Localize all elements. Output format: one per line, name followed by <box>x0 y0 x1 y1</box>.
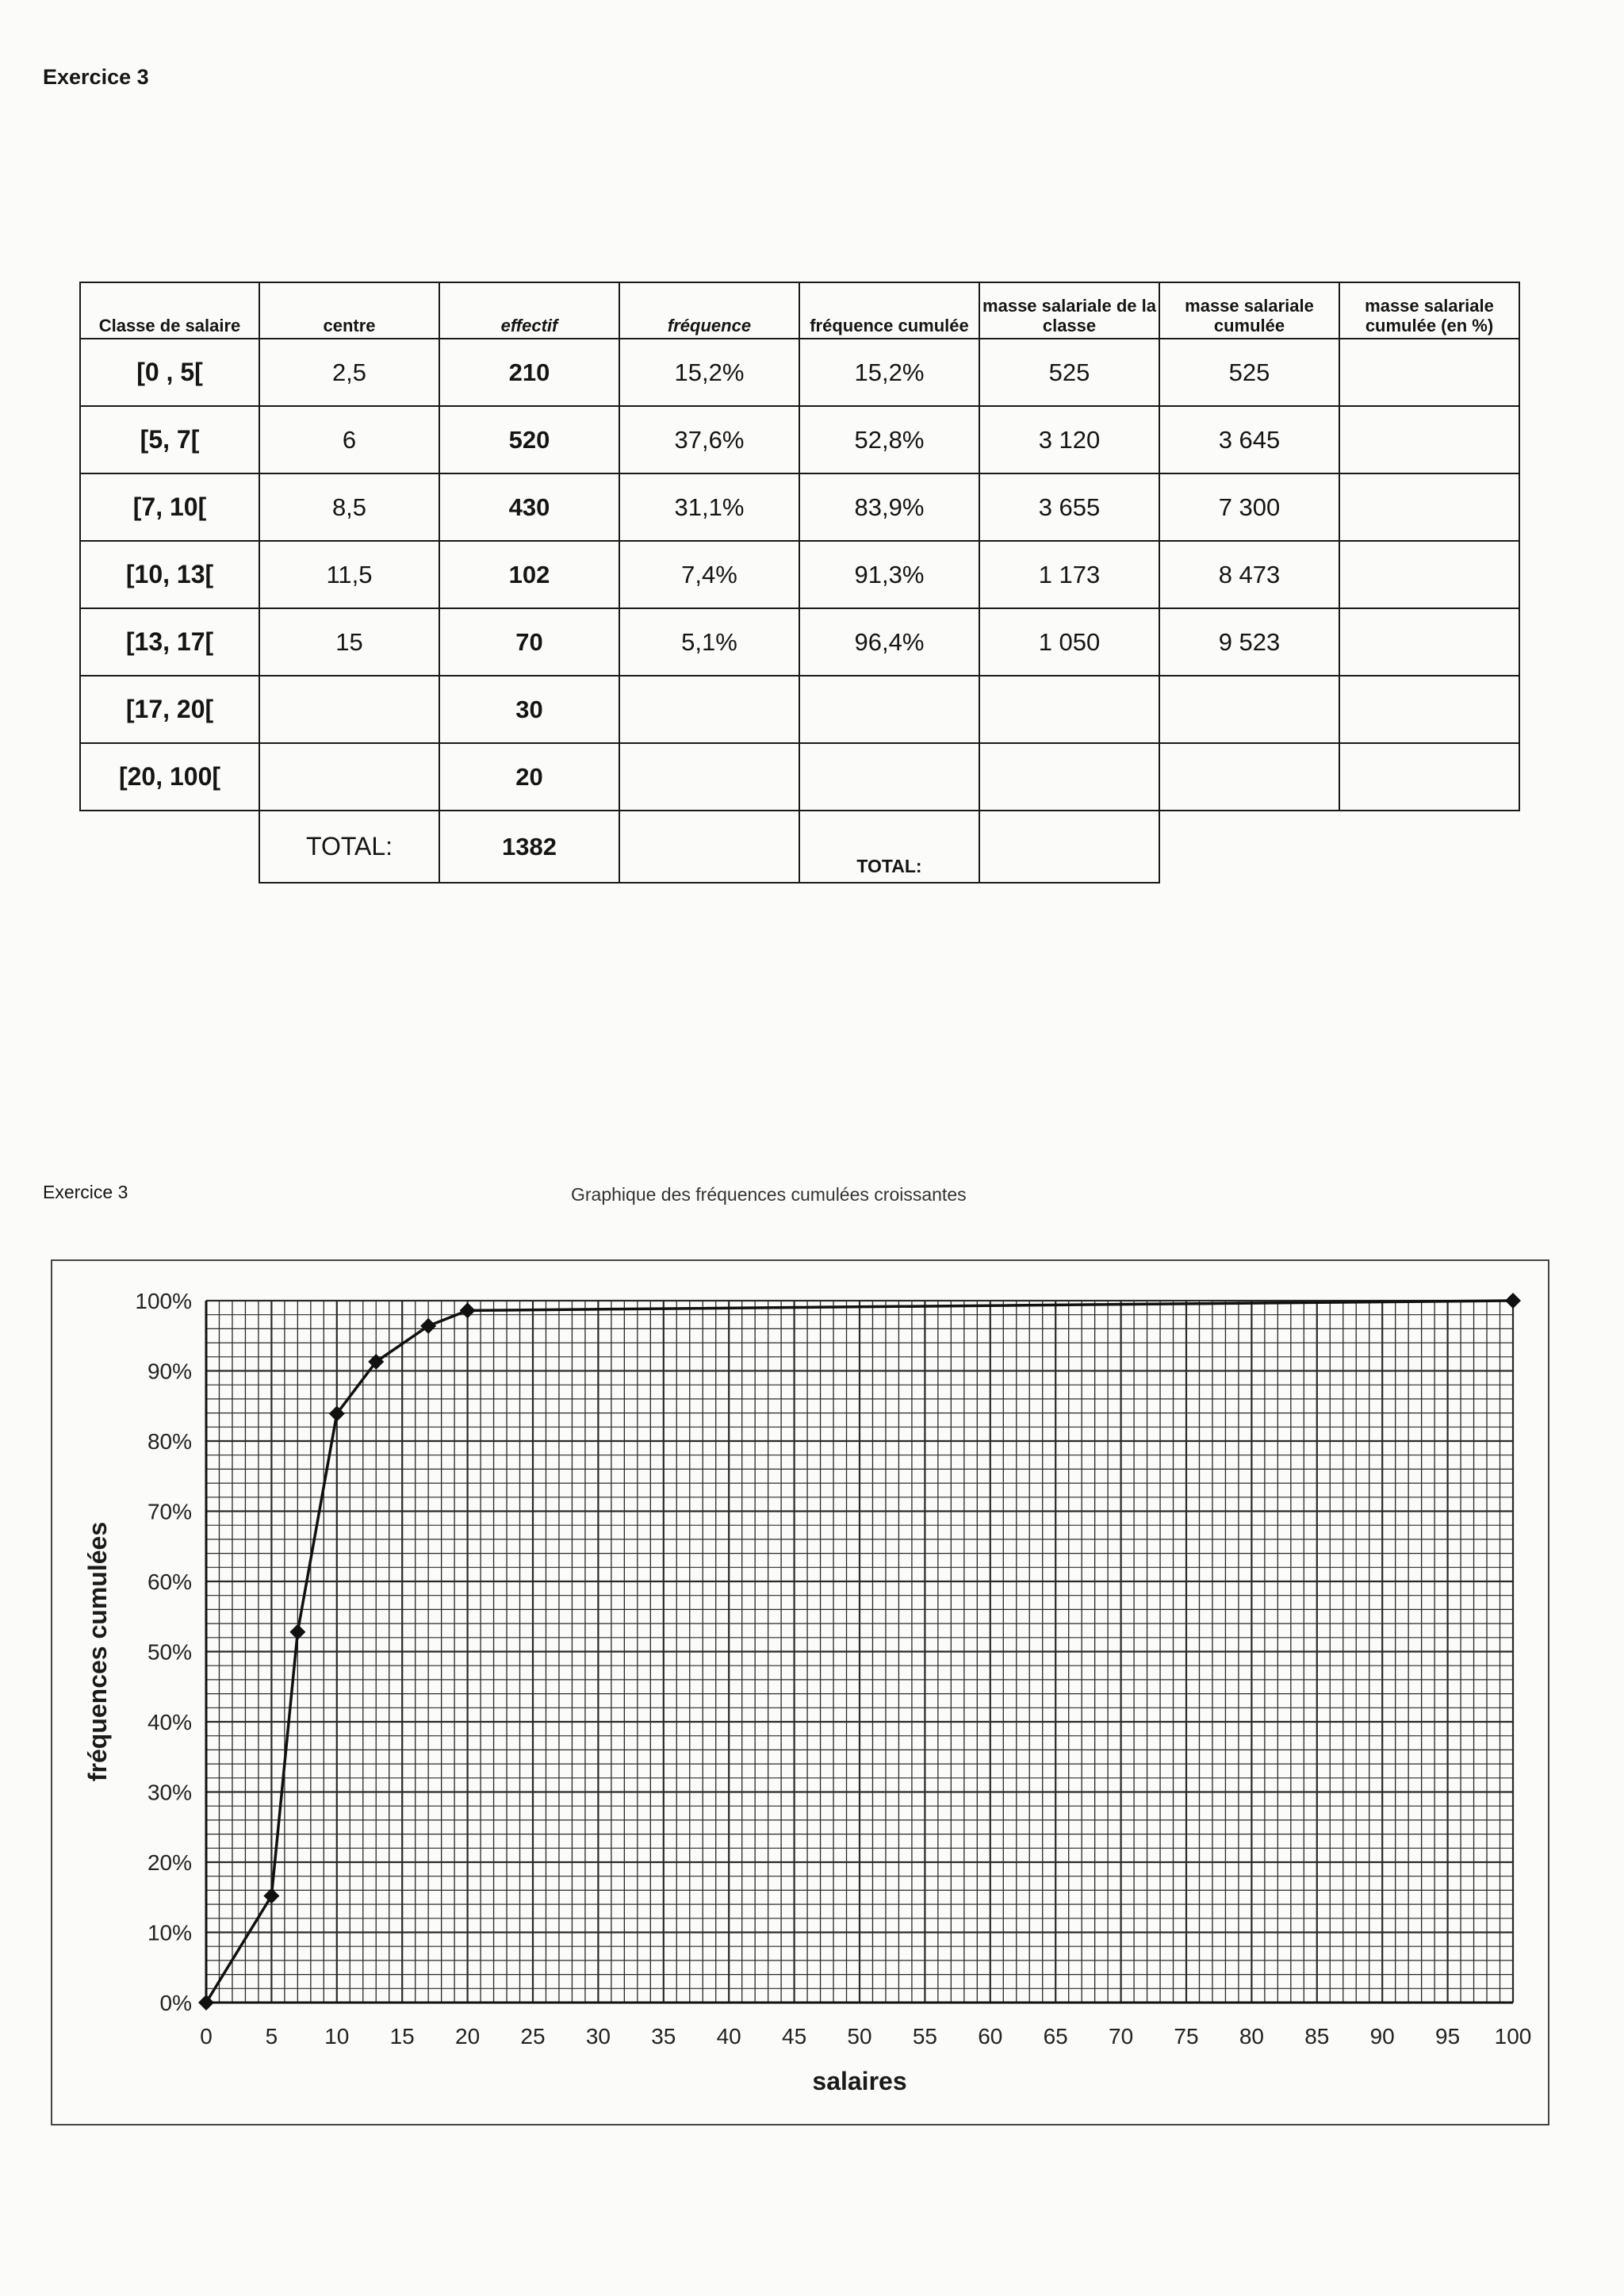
cell-frequence: 31,1% <box>619 473 799 541</box>
x-tick-label: 45 <box>782 2024 807 2049</box>
x-tick-label: 55 <box>912 2024 937 2049</box>
cell-centre <box>259 676 439 743</box>
y-tick-label: 50% <box>147 1639 192 1665</box>
cell-masse-cumulee: 7 300 <box>1159 473 1339 541</box>
y-tick-label: 100% <box>135 1289 192 1313</box>
x-tick-label: 50 <box>847 2024 872 2049</box>
data-point-marker <box>198 1995 214 2010</box>
cell-masse <box>979 676 1159 743</box>
cell-frequence: 37,6% <box>619 406 799 473</box>
cell-masse: 1 050 <box>979 608 1159 676</box>
cell-masse-pct <box>1339 608 1519 676</box>
cell-classe: [17, 20[ <box>80 676 259 743</box>
cell-frequence <box>619 676 799 743</box>
total-masse-cell <box>979 811 1159 883</box>
cell-masse-pct <box>1339 541 1519 608</box>
cell-freq-cumulee: 96,4% <box>799 608 979 676</box>
y-tick-label: 0% <box>159 1991 192 2015</box>
x-tick-label: 25 <box>520 2024 546 2049</box>
header-masse-cumulee-pct: masse salariale cumulée (en %) <box>1339 282 1519 339</box>
total-effectif: 1382 <box>439 811 619 883</box>
cell-masse-cumulee: 525 <box>1159 339 1339 406</box>
cell-masse-pct <box>1339 743 1519 811</box>
chart-area <box>51 1259 1549 2125</box>
header-classe: Classe de salaire <box>80 282 259 339</box>
cell-masse-pct <box>1339 339 1519 406</box>
x-tick-label: 40 <box>716 2024 741 2049</box>
total-label-2: TOTAL: <box>799 811 979 883</box>
y-tick-label: 40% <box>147 1710 192 1734</box>
cell-masse-cumulee: 9 523 <box>1159 608 1339 676</box>
table-row <box>80 676 1519 743</box>
chart-section-title: Exercice 3 <box>43 1182 128 1202</box>
cell-centre <box>259 743 439 811</box>
header-frequence: fréquence <box>619 282 799 339</box>
cell-masse <box>979 743 1159 811</box>
cell-freq-cumulee <box>799 676 979 743</box>
cell-masse: 525 <box>979 339 1159 406</box>
x-tick-label: 65 <box>1043 2024 1068 2049</box>
cell-frequence: 7,4% <box>619 541 799 608</box>
cell-frequence: 15,2% <box>619 339 799 406</box>
x-tick-label: 100 <box>1494 2024 1532 2049</box>
table-row <box>80 339 1519 406</box>
table-row <box>80 406 1519 473</box>
cell-effectif: 430 <box>439 473 619 541</box>
y-tick-label: 60% <box>147 1570 192 1594</box>
cell-centre: 6 <box>259 406 439 473</box>
data-point-marker <box>420 1318 436 1334</box>
x-tick-label: 75 <box>1174 2024 1199 2049</box>
salary-table <box>79 282 1520 884</box>
cell-classe: [5, 7[ <box>80 406 259 473</box>
cell-masse: 3 120 <box>979 406 1159 473</box>
table-row <box>80 473 1519 541</box>
y-tick-label: 10% <box>147 1920 192 1945</box>
x-tick-label: 30 <box>585 2024 611 2049</box>
cell-centre: 11,5 <box>259 541 439 608</box>
x-tick-label: 35 <box>651 2024 676 2049</box>
x-axis-label: salaires <box>812 2067 907 2095</box>
y-tick-label: 20% <box>147 1850 192 1875</box>
x-tick-label: 5 <box>265 2024 278 2049</box>
y-axis-label: fréquences cumulées <box>83 1521 112 1782</box>
chart-title: Graphique des fréquences cumulées croissantes <box>571 1184 967 1205</box>
header-centre: centre <box>259 282 439 339</box>
x-tick-label: 15 <box>389 2024 415 2049</box>
cell-masse: 3 655 <box>979 473 1159 541</box>
cell-masse: 1 173 <box>979 541 1159 608</box>
data-point-marker <box>1505 1293 1521 1309</box>
table-row <box>80 743 1519 811</box>
cell-masse-cumulee: 8 473 <box>1159 541 1339 608</box>
x-tick-label: 60 <box>978 2024 1003 2049</box>
cell-freq-cumulee <box>799 743 979 811</box>
header-effectif: effectif <box>439 282 619 339</box>
cell-effectif: 102 <box>439 541 619 608</box>
table-row <box>80 608 1519 676</box>
cell-effectif: 30 <box>439 676 619 743</box>
cell-masse-cumulee: 3 645 <box>1159 406 1339 473</box>
x-tick-label: 70 <box>1109 2024 1134 2049</box>
table-total-row <box>80 811 1519 883</box>
cell-centre: 2,5 <box>259 339 439 406</box>
cell-freq-cumulee: 83,9% <box>799 473 979 541</box>
y-tick-label: 70% <box>147 1499 192 1524</box>
cell-masse-pct <box>1339 406 1519 473</box>
cell-freq-cumulee: 91,3% <box>799 541 979 608</box>
x-tick-label: 90 <box>1369 2024 1395 2049</box>
x-tick-label: 10 <box>324 2024 350 2049</box>
cell-frequence <box>619 743 799 811</box>
x-tick-label: 85 <box>1304 2024 1330 2049</box>
x-tick-label: 95 <box>1435 2024 1461 2049</box>
cell-classe: [13, 17[ <box>80 608 259 676</box>
cell-classe: [20, 100[ <box>80 743 259 811</box>
cell-effectif: 70 <box>439 608 619 676</box>
x-tick-label: 0 <box>200 2024 213 2049</box>
cell-freq-cumulee: 15,2% <box>799 339 979 406</box>
total-empty-cell <box>619 811 799 883</box>
cell-classe: [7, 10[ <box>80 473 259 541</box>
cumulative-frequency-chart <box>52 1261 1548 2124</box>
header-masse-salariale: masse salariale de la classe <box>979 282 1159 339</box>
salary-table-container <box>79 282 1520 884</box>
cell-masse-cumulee <box>1159 676 1339 743</box>
cell-effectif: 20 <box>439 743 619 811</box>
cell-freq-cumulee: 52,8% <box>799 406 979 473</box>
x-tick-label: 20 <box>455 2024 481 2049</box>
cell-masse-pct <box>1339 473 1519 541</box>
cell-frequence: 5,1% <box>619 608 799 676</box>
y-tick-label: 80% <box>147 1429 192 1454</box>
cell-classe: [0 , 5[ <box>80 339 259 406</box>
data-point-marker <box>460 1302 476 1318</box>
table-row <box>80 541 1519 608</box>
y-tick-label: 90% <box>147 1359 192 1384</box>
cell-centre: 8,5 <box>259 473 439 541</box>
cell-centre: 15 <box>259 608 439 676</box>
header-masse-cumulee: masse salariale cumulée <box>1159 282 1339 339</box>
cell-masse-pct <box>1339 676 1519 743</box>
exercise-title: Exercice 3 <box>43 65 149 89</box>
cell-effectif: 520 <box>439 406 619 473</box>
x-tick-label: 80 <box>1239 2024 1264 2049</box>
total-label: TOTAL: <box>259 811 439 883</box>
cell-classe: [10, 13[ <box>80 541 259 608</box>
header-frequence-cumulee: fréquence cumulée <box>799 282 979 339</box>
cell-masse-cumulee <box>1159 743 1339 811</box>
table-header-row <box>80 282 1519 339</box>
y-tick-label: 30% <box>147 1780 192 1805</box>
cell-effectif: 210 <box>439 339 619 406</box>
